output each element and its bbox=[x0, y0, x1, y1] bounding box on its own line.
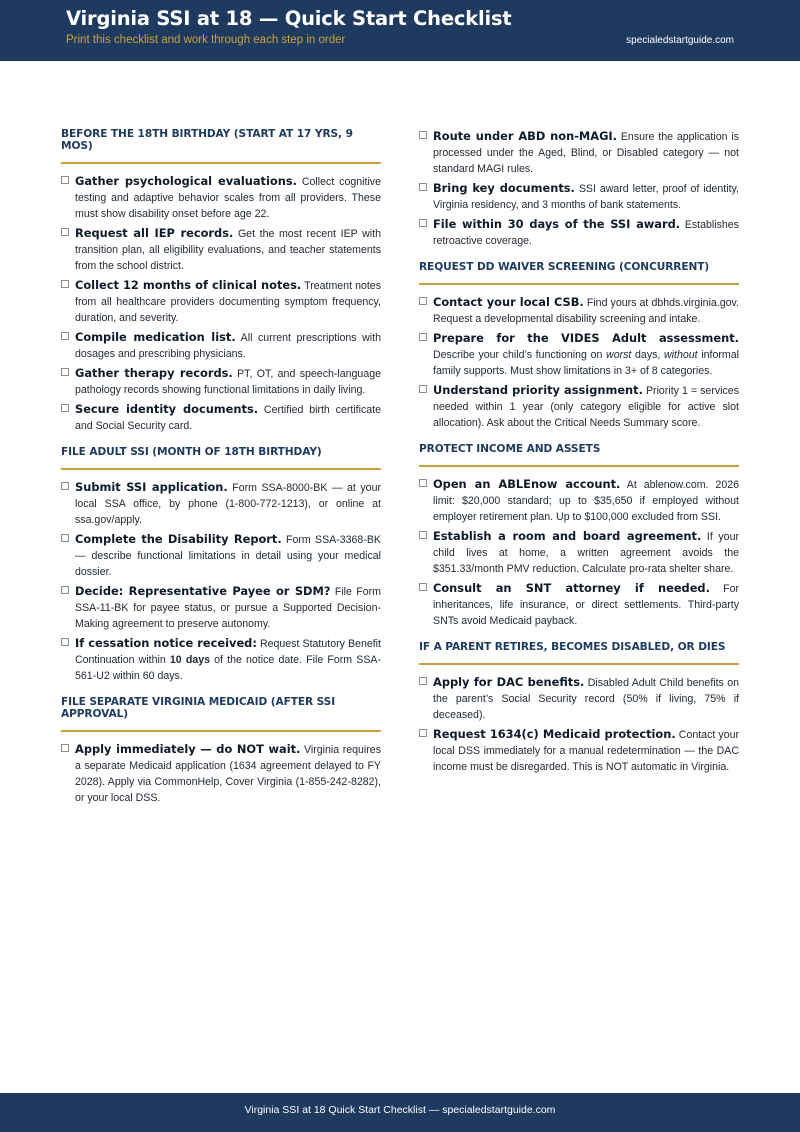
item-lead: Bring key documents. bbox=[433, 181, 575, 195]
item-text: Request Statutory Benefit Continuation within bbox=[75, 638, 381, 666]
item-text: Get the most recent IEP with transition plan, all eligibility evaluations, and teacher statements from the school district. bbox=[75, 228, 381, 272]
item-lead: Prepare for the VIDES Adult assessment. bbox=[433, 331, 739, 345]
item-lead: Gather therapy records. bbox=[75, 366, 233, 380]
header-site-link: specialedstartguide.com bbox=[626, 35, 734, 46]
section-dd-waiver bbox=[419, 261, 739, 431]
item-lead: Open an ABLEnow account. bbox=[433, 477, 621, 491]
item-lead: Request 1634(c) Medicaid protection. bbox=[433, 727, 676, 741]
checklist-item[interactable] bbox=[419, 528, 739, 577]
item-lead: Request all IEP records. bbox=[75, 226, 234, 240]
section-title: REQUEST DD WAIVER SCREENING (CONCURRENT) bbox=[419, 261, 739, 285]
right-column bbox=[419, 128, 739, 778]
checklist-item[interactable] bbox=[61, 277, 381, 326]
page-footer bbox=[0, 1093, 800, 1132]
section-title: IF A PARENT RETIRES, BECOMES DISABLED, OR DIES bbox=[419, 641, 739, 665]
checklist-item[interactable] bbox=[61, 741, 381, 806]
section-income-assets bbox=[419, 443, 739, 629]
item-lead: Secure identity documents. bbox=[75, 402, 259, 416]
item-text: Find yours at dbhds.virginia.gov. Request a developmental disability screening and intake. bbox=[433, 297, 739, 325]
item-text: Ensure the application is processed under the Aged, Blind, or Disabled category — not standard MAGI rules. bbox=[433, 131, 739, 175]
section-before-18 bbox=[61, 128, 381, 434]
item-lead: If cessation notice received: bbox=[75, 636, 257, 650]
checklist-item[interactable] bbox=[419, 726, 739, 775]
checklist-item[interactable] bbox=[61, 583, 381, 632]
section-title: BEFORE THE 18TH BIRTHDAY (START AT 17 YRS, 9 MOS) bbox=[61, 128, 381, 164]
item-text: PT, OT, and speech-language pathology records showing functional limitations in daily living. bbox=[75, 368, 382, 396]
item-text: Priority 1 = services needed within 1 year (only category eligible for active slot allocation). Ask about the Critical Needs Summary score. bbox=[433, 385, 739, 429]
item-lead: Apply for DAC benefits. bbox=[433, 675, 585, 689]
item-text: For inheritances, life insurance, or direct settlements. Third-party SNTs avoid Medicaid payback. bbox=[433, 583, 739, 627]
item-lead: Submit SSI application. bbox=[75, 480, 228, 494]
section-medicaid-continued bbox=[419, 128, 739, 249]
section-file-ssi bbox=[61, 446, 381, 684]
checklist-item[interactable] bbox=[61, 173, 381, 222]
checkbox[interactable] bbox=[61, 280, 69, 288]
checkbox[interactable] bbox=[61, 228, 69, 236]
checkbox[interactable] bbox=[419, 297, 427, 305]
checklist-item[interactable] bbox=[419, 580, 739, 629]
checkbox[interactable] bbox=[61, 176, 69, 184]
checklist-item[interactable] bbox=[61, 531, 381, 580]
item-lead: Gather psychological evaluations. bbox=[75, 174, 297, 188]
item-text: Certified birth certificate and Social Security card. bbox=[75, 404, 381, 432]
checklist-item[interactable] bbox=[419, 216, 739, 249]
checkbox[interactable] bbox=[419, 131, 427, 139]
item-lead: Understand priority assignment. bbox=[433, 383, 643, 397]
page-title: Virginia SSI at 18 — Quick Start Checklist bbox=[66, 7, 512, 30]
item-text: SSI award letter, proof of identity, Virginia residency, and 3 months of bank statements. bbox=[433, 183, 739, 211]
item-lead: Complete the Disability Report. bbox=[75, 532, 282, 546]
item-text: Form SSA-8000-BK — at your local SSA office, by phone (1-800-772-1213), or online at ssa.gov/apply. bbox=[75, 482, 381, 526]
checkbox[interactable] bbox=[61, 404, 69, 412]
item-lead: File within 30 days of the SSI award. bbox=[433, 217, 681, 231]
item-text: Describe your child’s functioning on bbox=[433, 349, 603, 361]
item-text: All current prescriptions with dosages and prescribing physicians. bbox=[75, 332, 381, 360]
item-lead: Compile medication list. bbox=[75, 330, 236, 344]
item-text-italic: worst bbox=[606, 349, 632, 361]
checkbox[interactable] bbox=[61, 534, 69, 542]
section-title: FILE SEPARATE VIRGINIA MEDICAID (AFTER SSI APPROVAL) bbox=[61, 696, 381, 732]
item-text: Establishes retroactive coverage. bbox=[433, 219, 739, 247]
page-subtitle: Print this checklist and work through each step in order bbox=[66, 34, 346, 46]
item-text: Disabled Adult Child benefits on the parent’s Social Security record (50% if living, 75% if deceased). bbox=[433, 677, 739, 721]
section-title: PROTECT INCOME AND ASSETS bbox=[419, 443, 739, 467]
checklist-item[interactable] bbox=[419, 330, 739, 379]
checkbox[interactable] bbox=[419, 583, 427, 591]
checklist-item[interactable] bbox=[61, 479, 381, 528]
checklist-item[interactable] bbox=[61, 329, 381, 362]
item-lead: Consult an SNT attorney if needed. bbox=[433, 581, 710, 595]
item-text: Treatment notes from all healthcare providers documenting symptom frequency, duration, and severity. bbox=[75, 280, 381, 324]
item-text: days, bbox=[635, 349, 661, 361]
checkbox[interactable] bbox=[419, 333, 427, 341]
item-lead: Establish a room and board agreement. bbox=[433, 529, 702, 543]
left-column bbox=[61, 128, 381, 809]
checklist-item[interactable] bbox=[61, 401, 381, 434]
item-text: informal family supports. Must show limitations in 3+ of 8 categories. bbox=[433, 349, 739, 377]
checklist-item[interactable] bbox=[419, 382, 739, 431]
item-text: Collect cognitive testing and adaptive behavior scales from all providers. These must show disability onset before age 22. bbox=[75, 176, 381, 220]
item-text-italic: without bbox=[664, 349, 698, 361]
checkbox[interactable] bbox=[419, 729, 427, 737]
item-lead: Decide: Representative Payee or SDM? bbox=[75, 584, 331, 598]
item-text-bold: 10 days bbox=[169, 654, 210, 666]
checklist-item[interactable] bbox=[419, 294, 739, 327]
checkbox[interactable] bbox=[61, 744, 69, 752]
item-lead: Route under ABD non-MAGI. bbox=[433, 129, 617, 143]
checkbox[interactable] bbox=[419, 183, 427, 191]
checkbox[interactable] bbox=[61, 368, 69, 376]
checkbox[interactable] bbox=[419, 531, 427, 539]
checklist-item[interactable] bbox=[419, 128, 739, 177]
section-parent-event bbox=[419, 641, 739, 775]
checklist-item[interactable] bbox=[61, 635, 381, 684]
item-lead: Contact your local CSB. bbox=[433, 295, 584, 309]
item-text: Form SSA-3368-BK — describe functional limitations in detail using your medical dossier. bbox=[75, 534, 381, 578]
page-header bbox=[0, 0, 800, 61]
checkbox[interactable] bbox=[61, 638, 69, 646]
item-text: File Form SSA-11-BK for payee status, or pursue a Supported Decision-Making agreement to preserve autonomy. bbox=[75, 586, 381, 630]
checklist-item[interactable] bbox=[419, 476, 739, 525]
item-lead: Apply immediately — do NOT wait. bbox=[75, 742, 301, 756]
item-lead: Collect 12 months of clinical notes. bbox=[75, 278, 302, 292]
item-text: Virginia requires a separate Medicaid application (1634 agreement delayed to FY 2028). Apply via CommonHelp, Cover Virginia (1-855-242-8282), or your local DSS. bbox=[75, 744, 381, 804]
footer-text: Virginia SSI at 18 Quick Start Checklist — specialedstartguide.com bbox=[244, 1104, 556, 1116]
checklist-item[interactable] bbox=[419, 674, 739, 723]
checkbox[interactable] bbox=[419, 479, 427, 487]
item-text: If your child lives at home, a written agreement avoids the $351.33/month PMV reduction. Calculate pro-rata shelter share. bbox=[433, 531, 739, 575]
item-text: Contact your local DSS immediately for a manual redetermination — the DAC income must be disregarded. This is NOT automatic in Virginia. bbox=[433, 729, 740, 773]
checkbox[interactable] bbox=[61, 332, 69, 340]
checklist-item[interactable] bbox=[61, 225, 381, 274]
checkbox[interactable] bbox=[419, 677, 427, 685]
item-text: At ablenow.com. 2026 limit: $20,000 standard; up to $35,650 if employed without employer retirement plan. Up to $100,000 excluded from SSI. bbox=[433, 479, 739, 523]
checkbox[interactable] bbox=[61, 586, 69, 594]
item-text: of the notice date. File Form SSA-561-U2 within 60 days. bbox=[75, 654, 381, 682]
checklist-item[interactable] bbox=[419, 180, 739, 213]
checkbox[interactable] bbox=[419, 219, 427, 227]
checkbox[interactable] bbox=[419, 385, 427, 393]
section-medicaid bbox=[61, 696, 381, 806]
checkbox[interactable] bbox=[61, 482, 69, 490]
checklist-item[interactable] bbox=[61, 365, 381, 398]
section-title: FILE ADULT SSI (MONTH OF 18TH BIRTHDAY) bbox=[61, 446, 381, 470]
